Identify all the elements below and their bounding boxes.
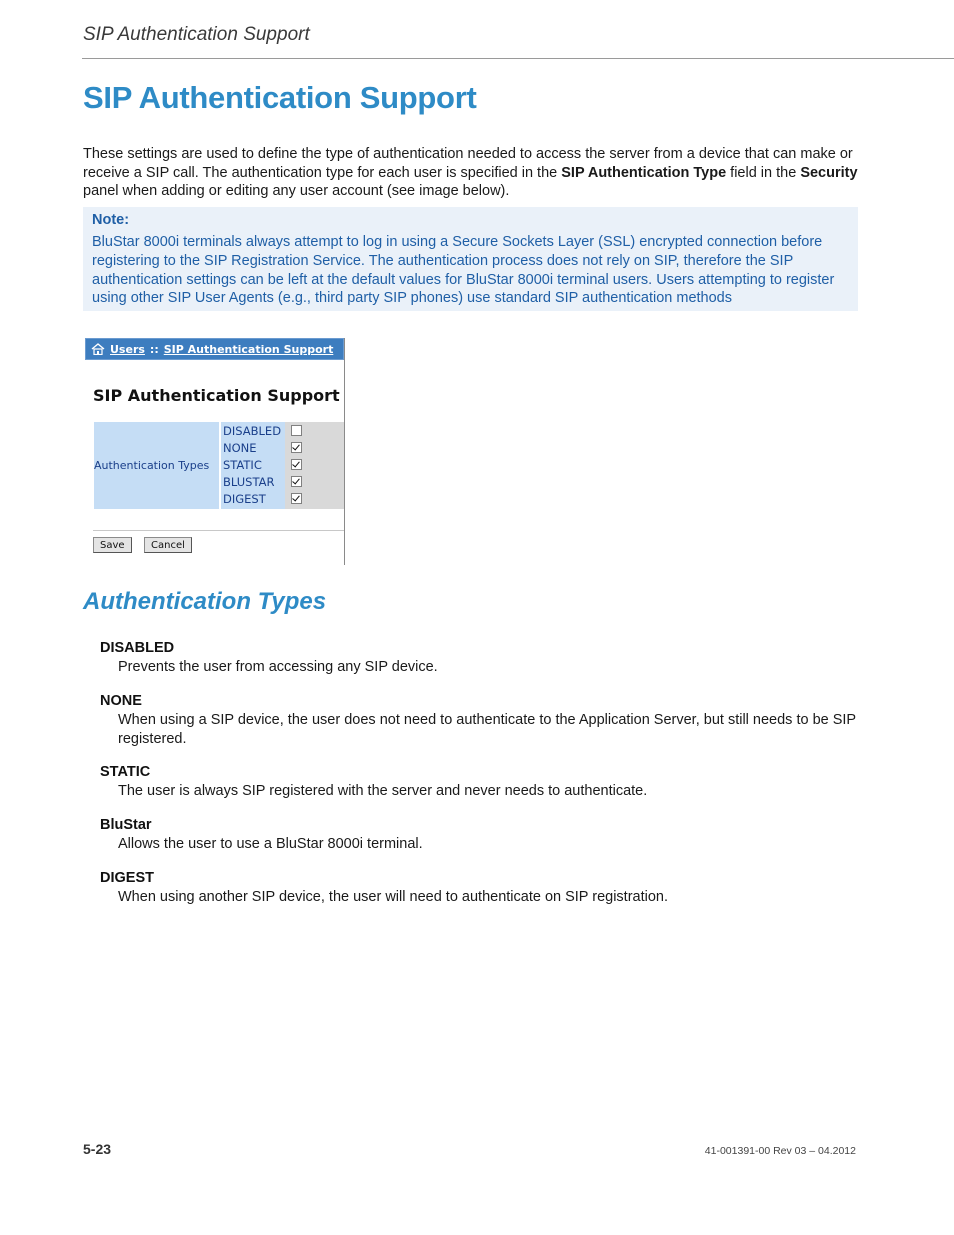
definition-term: DISABLED xyxy=(100,640,175,656)
option-label: NONE xyxy=(223,440,257,455)
option-label: DIGEST xyxy=(223,491,266,506)
definition-term: DIGEST xyxy=(100,870,154,886)
definition-none xyxy=(100,692,860,749)
definition-digest xyxy=(100,869,860,907)
option-none xyxy=(223,439,341,456)
definition-term: BluStar xyxy=(100,817,152,833)
definition-description: Prevents the user from accessing any SIP device. xyxy=(118,659,438,675)
option-label: BLUSTAR xyxy=(223,474,275,489)
section-title: Authentication Types xyxy=(83,588,327,615)
form-divider xyxy=(93,530,344,531)
note-label: Note: xyxy=(92,212,130,228)
intro-text-3: panel when adding or editing any user account (see image below). xyxy=(83,183,510,200)
breadcrumb-separator: :: xyxy=(149,342,159,356)
option-checkbox-static[interactable] xyxy=(291,459,302,470)
note-box xyxy=(83,207,858,311)
option-digest xyxy=(223,490,341,507)
definition-disabled xyxy=(100,639,860,677)
document-reference: 41-001391-00 Rev 03 – 04.2012 xyxy=(704,1145,856,1157)
option-label: STATIC xyxy=(223,457,262,472)
intro-text-1: These settings are used to define the type of authentication needed to access the server from a device that can make or receive a SIP call. The authentication type for each user is specified in the xyxy=(83,146,853,181)
intro-bold-panel: Security xyxy=(800,164,858,181)
intro-text-2: field in the xyxy=(726,164,801,181)
page-number: 5-23 xyxy=(83,1141,112,1157)
running-header: SIP Authentication Support xyxy=(83,24,310,45)
auth-types-label: Authentication Types xyxy=(94,459,210,472)
ui-screenshot xyxy=(85,338,345,565)
header-rule xyxy=(82,58,954,59)
definition-blustar xyxy=(100,816,860,854)
cancel-button[interactable]: Cancel xyxy=(144,537,192,553)
breadcrumb-bar xyxy=(85,338,344,360)
auth-types-label-cell xyxy=(94,422,219,509)
option-checkbox-disabled[interactable] xyxy=(291,425,302,436)
definition-description: When using a SIP device, the user does not need to authenticate to the Application Server, but still needs to be SIP registered. xyxy=(118,712,856,747)
breadcrumb-current-link[interactable]: SIP Authentication Support xyxy=(163,342,334,356)
option-static xyxy=(223,456,341,473)
definition-term: NONE xyxy=(100,693,142,709)
note-text: BluStar 8000i terminals always attempt to log in using a Secure Sockets Layer (SSL) encrypted connection before registering to the SIP Registration Service. The authentication process does not rely on SIP, therefore the SIP authentication settings can be left at the default values for BluStar 8000i terminal users. Users attempting to register using other SIP User Agents (e.g., third party SIP phones) use standard SIP authentication methods xyxy=(92,234,835,307)
definition-description: The user is always SIP registered with the server and never needs to authenticate. xyxy=(118,783,648,799)
option-disabled xyxy=(223,422,341,439)
intro-paragraph xyxy=(83,145,863,201)
definition-static xyxy=(100,763,860,801)
definition-description: When using another SIP device, the user will need to authenticate on SIP registration. xyxy=(118,889,668,905)
option-checkbox-blustar[interactable] xyxy=(291,476,302,487)
screenshot-title: SIP Authentication Support xyxy=(93,386,340,405)
option-label: DISABLED xyxy=(223,423,282,438)
breadcrumb-users-link[interactable]: Users xyxy=(110,342,145,356)
save-button[interactable]: Save xyxy=(93,537,132,553)
option-blustar xyxy=(223,473,341,490)
definition-description: Allows the user to use a BluStar 8000i terminal. xyxy=(118,836,423,852)
home-icon[interactable] xyxy=(91,343,105,355)
page-title: SIP Authentication Support xyxy=(83,80,477,115)
definition-term: STATIC xyxy=(100,764,151,780)
auth-options-cell xyxy=(221,422,344,509)
option-checkbox-none[interactable] xyxy=(291,442,302,453)
intro-bold-field: SIP Authentication Type xyxy=(561,164,727,181)
option-checkbox-digest[interactable] xyxy=(291,493,302,504)
